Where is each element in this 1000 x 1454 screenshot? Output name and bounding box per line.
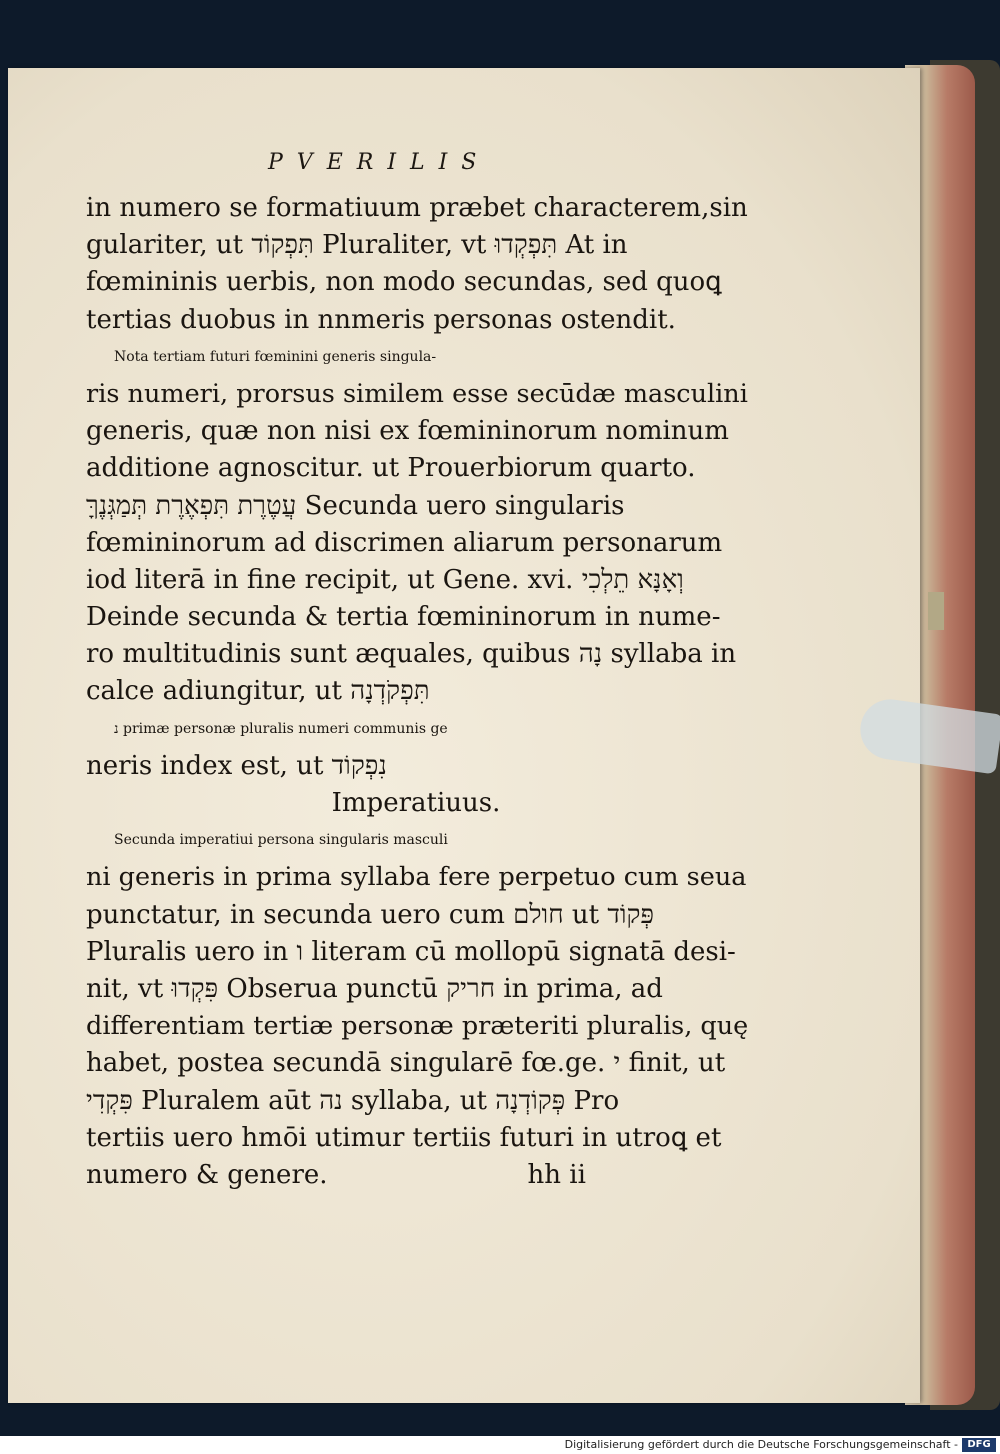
text-line: additione agnoscitur. ut Prouerbiorum quarto. bbox=[86, 453, 696, 484]
text-line: פִּקְדִי Pluralem aūt נה syllaba, ut פְּקוֹדְנָה Pro bbox=[86, 1085, 620, 1116]
text-line: fœmininorum ad discrimen aliarum personarum bbox=[86, 527, 723, 558]
footer-credit: Digitalisierung gefördert durch die Deutsche Forschungsgemeinschaft - bbox=[564, 1438, 958, 1451]
text-line: nit, vt פִּקְדוּ Obserua punctū חריק in prima, ad bbox=[86, 973, 663, 1004]
text-line: neris index est, ut נִפְקוֹד bbox=[86, 750, 387, 781]
text-line: Secunda imperatiui persona singularis masculi bbox=[114, 832, 448, 849]
dfg-logo: DFG bbox=[962, 1438, 996, 1452]
text-line: iod literā in fine recipit, ut Gene. xvi. וְאָנָּא תֵלְכִי bbox=[86, 564, 684, 595]
page-text bbox=[86, 190, 749, 1194]
text-line: in numero se formatiuum præbet characterem,sin bbox=[86, 193, 748, 223]
text-line: נ primæ personæ pluralis numeri communis ge bbox=[114, 720, 448, 737]
text-line: habet, postea secundā singularē fœ.ge. י finit, ut bbox=[86, 1048, 726, 1079]
text-line: Pluralis uero in ו literam cū mollopū signatā desi- bbox=[86, 936, 736, 967]
text-line: Nota tertiam futuri fœminini generis singula- bbox=[114, 348, 437, 365]
text-line: ni generis in prima syllaba fere perpetuo cum seua bbox=[86, 862, 747, 893]
text-line: gulariter, ut תִּפְקוֹד Pluraliter, vt תִּפְקְדוּ At in bbox=[86, 230, 628, 261]
text-line: עֲטֶרֶת תִּפְאֶרֶת תְּמַגְּנֶךָּ Secunda uero singularis bbox=[86, 490, 625, 521]
text-line: tertiis uero hmōi utimur tertiis futuri in utroꝗ et bbox=[86, 1122, 722, 1153]
running-head: PVERILIS bbox=[268, 150, 491, 175]
text-line: differentiam tertiæ personæ præteriti pluralis, quę bbox=[86, 1011, 749, 1042]
footer-strip bbox=[0, 1436, 1000, 1454]
text-line: punctatur, in secunda uero cum חולם ut פְּקוֹד bbox=[86, 899, 655, 930]
text-line: tertias duobus in nnmeris personas ostendit. bbox=[86, 304, 676, 335]
page-marker-strip bbox=[928, 592, 944, 630]
text-line-last bbox=[86, 1157, 746, 1194]
text-line: fœmininis uerbis, non modo secundas, sed quoꝗ bbox=[86, 267, 722, 298]
text-line: generis, quæ non nisi ex fœmininorum nominum bbox=[86, 416, 729, 447]
section-heading: Imperatiuus. bbox=[331, 788, 501, 818]
signature-mark: hh ii bbox=[527, 1159, 586, 1190]
text-line: ro multitudinis sunt æquales, quibus נָה syllaba in bbox=[86, 639, 737, 670]
text-line: ris numeri, prorsus similem esse secūdæ masculini bbox=[86, 378, 748, 409]
text-line: numero & genere. bbox=[86, 1159, 328, 1190]
text-line: calce adiungitur, ut תִּפְקֹדְנָה bbox=[86, 676, 430, 707]
text-line: Deinde secunda & tertia fœmininorum in nume- bbox=[86, 602, 721, 633]
